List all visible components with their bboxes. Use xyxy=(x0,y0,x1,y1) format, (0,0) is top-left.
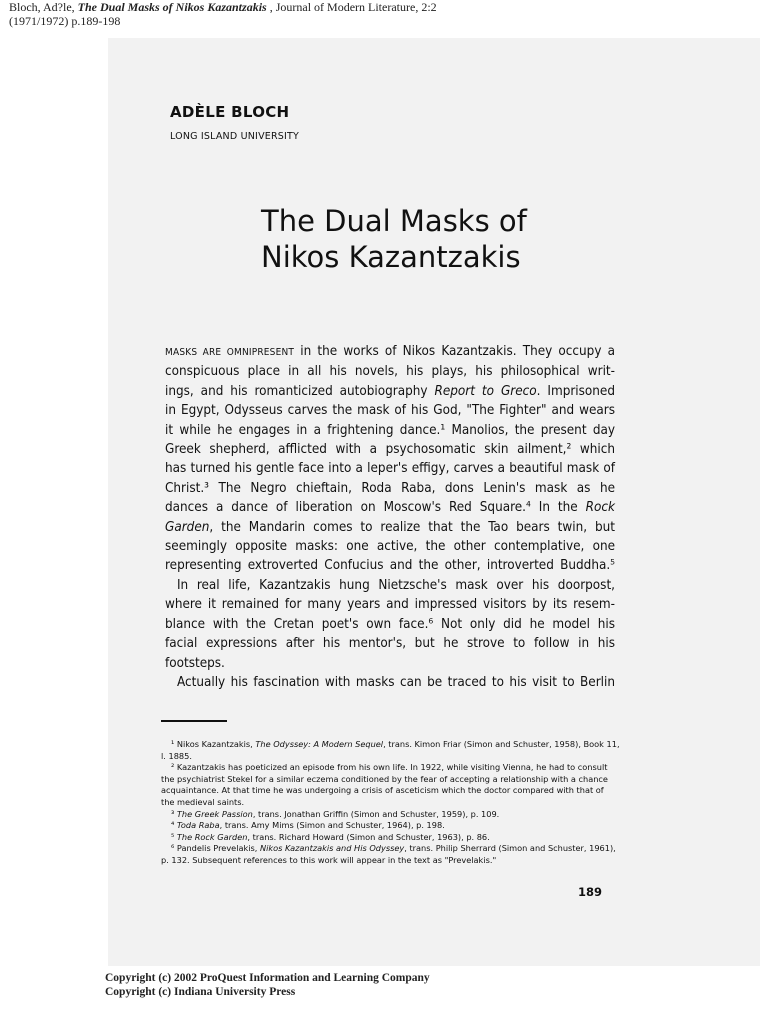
footnote-5: ⁵ The Rock Garden, trans. Richard Howard (Simon and Schuster, 1963), p. 86. xyxy=(171,831,490,842)
footnote-3: ³ The Greek Passion, trans. Jonathan Griffin (Simon and Schuster, 1959), p. 109. xyxy=(171,808,500,819)
page-number: 189 xyxy=(578,885,603,899)
body-line: where it remained for many years and impressed visitors by its resem- xyxy=(165,597,615,613)
footnote-2-cont: acquaintance. At that time he was undergoing a crisis of asceticism which the doctor compared with that of xyxy=(161,785,604,796)
body-line: dances a dance of liberation on Moscow's Red Square.⁴ In the Rock xyxy=(165,500,615,516)
body-line: conspicuous place in all his novels, his plays, his philosophical writ- xyxy=(165,364,615,380)
citation-pages: (1971/1972) p.189-198 xyxy=(9,14,121,28)
footnote-2: ² Kazantzakis has poeticized an episode from his own life. In 1922, while visiting Vienna, he had to consult xyxy=(171,762,608,773)
body-line: In real life, Kazantzakis hung Nietzsche's mask over his doorpost, xyxy=(177,577,615,593)
footnote-rule xyxy=(161,720,227,722)
body-line: it while he engages in a frightening dance.¹ Manolios, the present day xyxy=(165,422,615,438)
body-line: has turned his gentle face into a leper's effigy, carves a beautiful mask of xyxy=(165,461,615,477)
article-title-line-1: The Dual Masks of xyxy=(261,204,527,238)
footnote-4: ⁴ Toda Raba, trans. Amy Mims (Simon and Schuster, 1964), p. 198. xyxy=(171,820,445,831)
body-line: seemingly opposite masks: one active, the other contemplative, one xyxy=(165,539,615,555)
citation-suffix: , Journal of Modern Literature, 2:2 xyxy=(266,0,437,14)
footnote-1: ¹ Nikos Kazantzakis, The Odyssey: A Modern Sequel, trans. Kimon Friar (Simon and Schuster, 1958), Book 11, xyxy=(171,739,620,749)
body-line: footsteps. xyxy=(165,655,225,671)
footnote-6-cont: p. 132. Subsequent references to this work will appear in the text as "Prevelakis." xyxy=(161,854,497,865)
body-line: Actually his fascination with masks can be traced to his visit to Berlin xyxy=(177,674,615,690)
article-title xyxy=(261,203,527,275)
author-name: ADÈLE BLOCH xyxy=(170,103,290,121)
body-line: blance with the Cretan poet's own face.⁶ Not only did he model his xyxy=(165,616,615,632)
body-text xyxy=(165,342,615,692)
citation-title: The Dual Masks of Nikos Kazantzakis xyxy=(77,0,267,14)
footnote-1-cont: l. 1885. xyxy=(161,750,192,761)
body-line: Greek shepherd, afflicted with a psychosomatic skin ailment,² which xyxy=(165,442,615,458)
lead-in-small-caps: MASKS ARE OMNIPRESENT xyxy=(165,347,295,358)
article-title-line-2: Nikos Kazantzakis xyxy=(261,240,521,274)
body-line: Garden, the Mandarin comes to realize that the Tao bears twin, but xyxy=(165,519,615,535)
footnote-2-cont: the medieval saints. xyxy=(161,796,245,807)
citation-header xyxy=(9,0,749,28)
footnotes xyxy=(161,739,620,867)
body-line: Christ.³ The Negro chieftain, Roda Raba, dons Lenin's mask as he xyxy=(165,480,615,496)
copyright-notice xyxy=(105,971,705,999)
body-line: representing extroverted Confucius and the other, introverted Buddha.⁵ xyxy=(165,558,615,574)
copyright-line-2: Copyright (c) Indiana University Press xyxy=(105,986,296,998)
citation-prefix: Bloch, Ad?le, xyxy=(9,0,78,14)
body-line: in Egypt, Odysseus carves the mask of his God, "The Fighter" and wears xyxy=(165,403,615,419)
body-line: facial expressions after his mentor's, but he strove to follow in his xyxy=(165,636,615,652)
copyright-line-1: Copyright (c) 2002 ProQuest Information and Learning Company xyxy=(105,972,430,984)
body-line: ings, and his romanticized autobiography Report to Greco. Imprisoned xyxy=(165,383,615,399)
footnote-2-cont: the psychiatrist Stekel for a similar eczema conditioned by the fear of accepting a relationship with a chance xyxy=(161,773,608,784)
author-affiliation: LONG ISLAND UNIVERSITY xyxy=(170,131,300,142)
footnote-6: ⁶ Pandelis Prevelakis, Nikos Kazantzakis and His Odyssey, trans. Philip Sherrard (Simon and Schuster, 1961), xyxy=(171,843,616,854)
body-line: MASKS ARE OMNIPRESENT in the works of Nikos Kazantzakis. They occupy a xyxy=(165,344,615,359)
